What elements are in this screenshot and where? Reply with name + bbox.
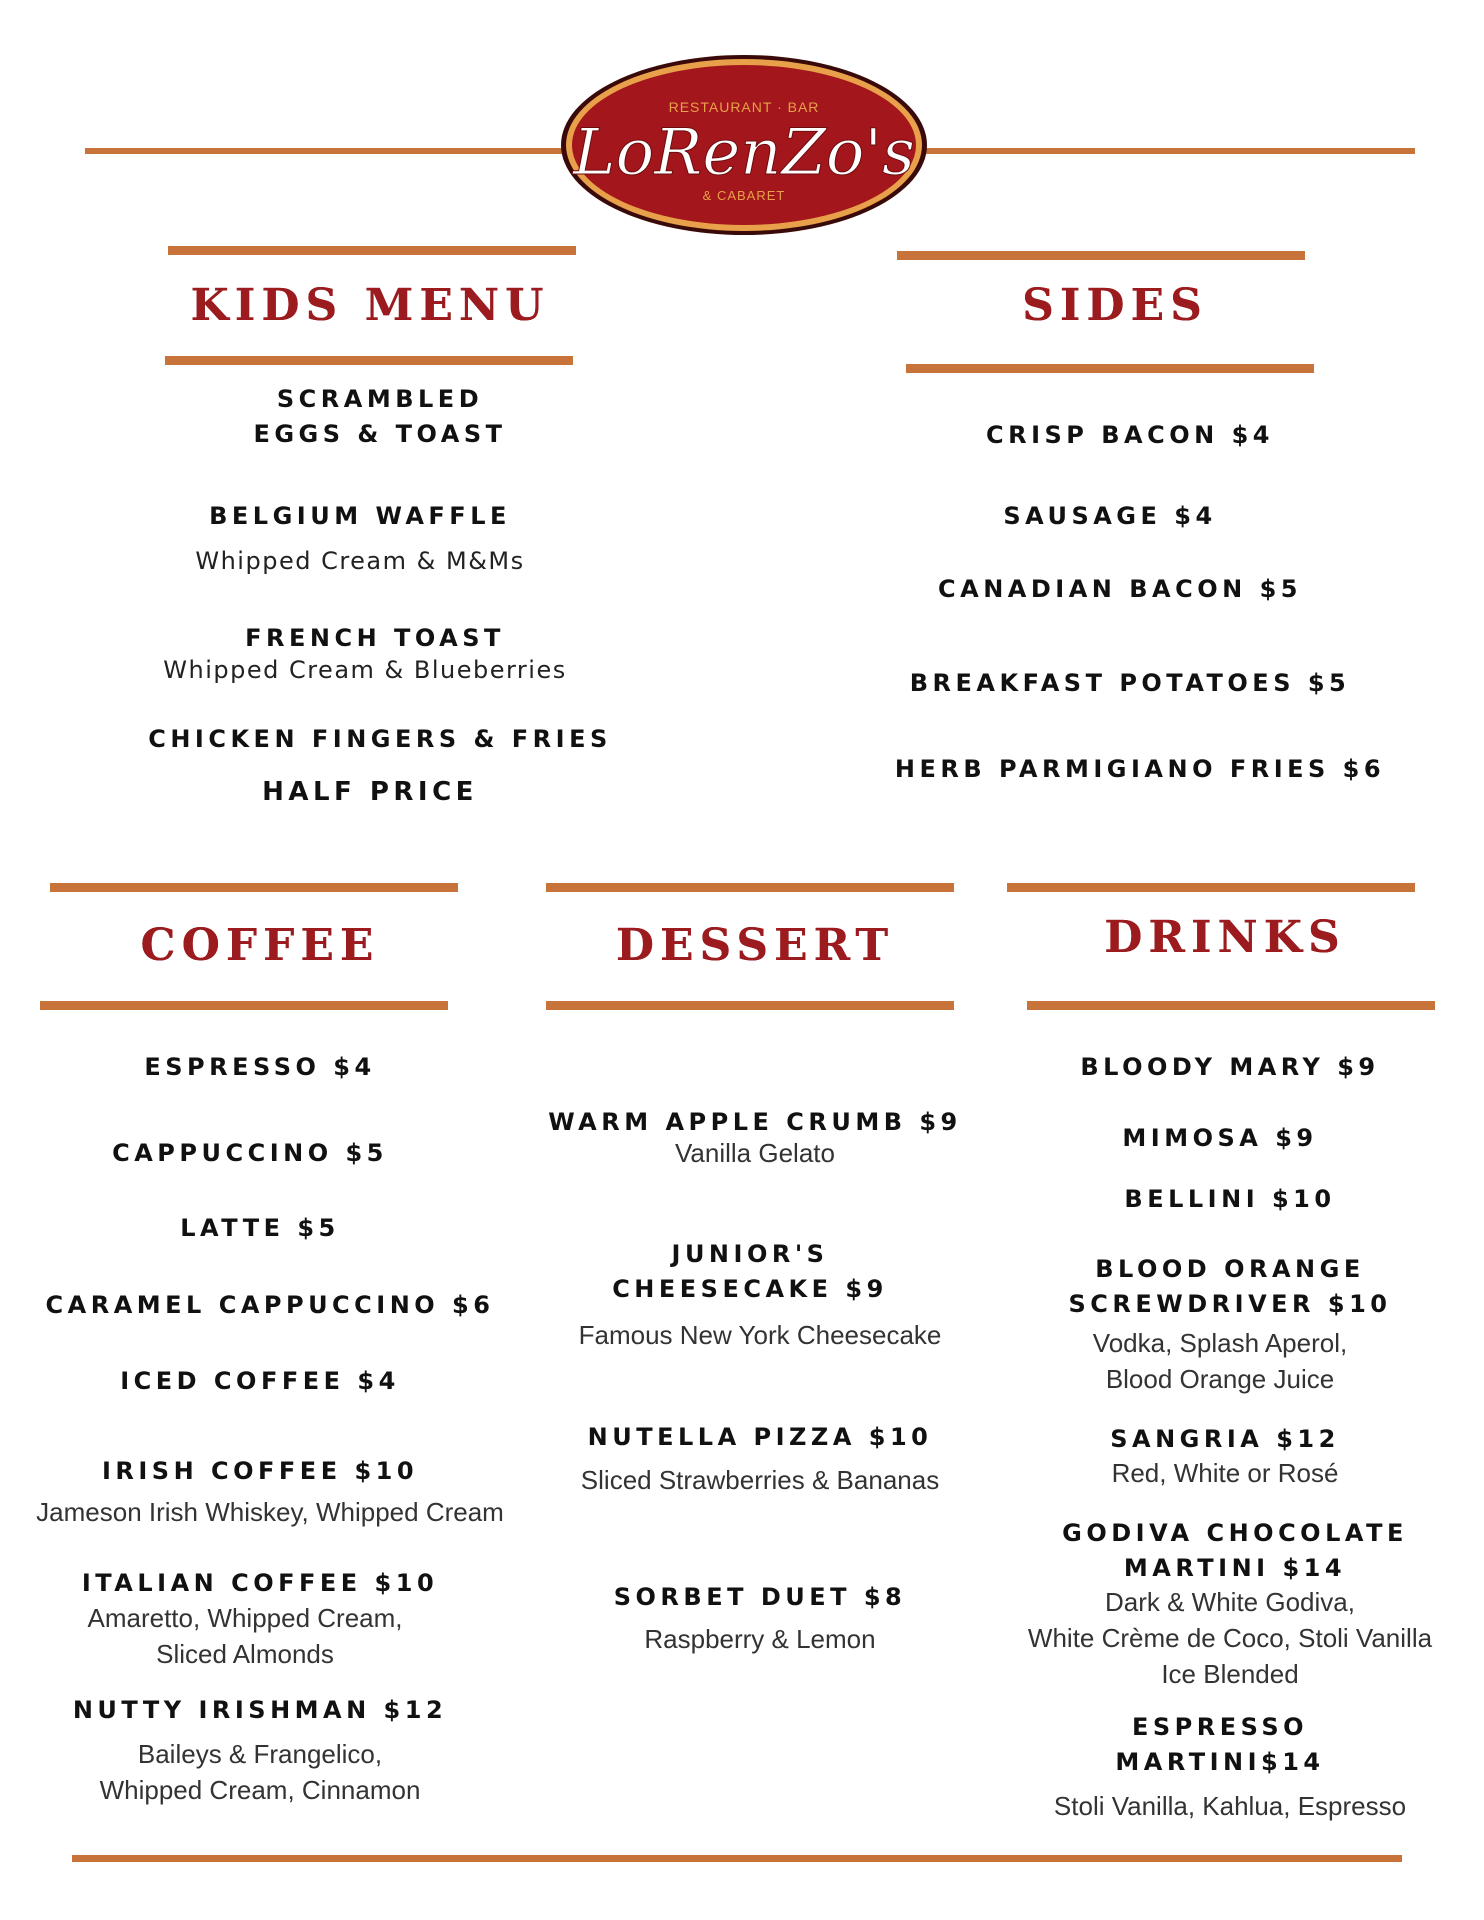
kids-rule-top xyxy=(168,246,576,255)
coffee-item-desc: Baileys & Frangelico, Whipped Cream, Cinnamon xyxy=(99,1739,421,1805)
drinks-item: BLOOD ORANGE SCREWDRIVER $10 xyxy=(1068,1255,1392,1318)
sides-item: BREAKFAST POTATOES $5 xyxy=(909,669,1351,697)
sides-rule-top xyxy=(897,251,1305,260)
dessert-heading: DESSERT xyxy=(615,920,895,971)
drinks-item-desc: Red, White or Rosé xyxy=(1111,1458,1339,1488)
drinks-item-desc: Dark & White Godiva, White Crème de Coco, Stoli Vanilla Ice Blended xyxy=(1027,1587,1433,1689)
kids-item-chicken: CHICKEN FINGERS & FRIES xyxy=(148,725,612,753)
coffee-item: CARAMEL CAPPUCCINO $6 xyxy=(45,1291,495,1319)
sides-rule-bottom xyxy=(906,364,1314,373)
coffee-item: ESPRESSO $4 xyxy=(144,1053,376,1081)
dessert-item-desc: Raspberry & Lemon xyxy=(644,1624,876,1654)
drinks-item: BELLINI $10 xyxy=(1124,1185,1336,1213)
kids-item-waffle: BELGIUM WAFFLE xyxy=(209,502,511,530)
kids-item-waffle-desc: Whipped Cream & M&Ms xyxy=(195,547,525,575)
sides-item: CANADIAN BACON $5 xyxy=(938,575,1302,603)
header-rule-right xyxy=(920,148,1415,154)
sides-item: CRISP BACON $4 xyxy=(986,421,1274,449)
coffee-item: NUTTY IRISHMAN $12 xyxy=(72,1696,448,1724)
coffee-item: ICED COFFEE $4 xyxy=(120,1367,400,1395)
footer-rule xyxy=(72,1855,1402,1862)
coffee-heading: COFFEE xyxy=(140,920,380,971)
drinks-item-desc: Stoli Vanilla, Kahlua, Espresso xyxy=(1053,1791,1407,1821)
kids-item-french-toast: FRENCH TOAST xyxy=(245,624,505,652)
coffee-item-desc: Jameson Irish Whiskey, Whipped Cream xyxy=(36,1497,504,1527)
drinks-item: MIMOSA $9 xyxy=(1122,1124,1318,1152)
dessert-item-desc: Sliced Strawberries & Bananas xyxy=(580,1465,940,1495)
dessert-rule-bottom xyxy=(546,1001,954,1010)
dessert-item: JUNIOR'S CHEESECAKE $9 xyxy=(612,1240,888,1303)
coffee-item-desc: Amaretto, Whipped Cream, Sliced Almonds xyxy=(87,1603,403,1669)
coffee-item: LATTE $5 xyxy=(180,1214,340,1242)
sides-item: HERB PARMIGIANO FRIES $6 xyxy=(894,755,1386,783)
dessert-item: WARM APPLE CRUMB $9 xyxy=(548,1108,962,1136)
dessert-rule-top xyxy=(546,883,954,892)
kids-item-scrambled: SCRAMBLED EGGS & TOAST xyxy=(253,385,507,448)
drinks-item: BLOODY MARY $9 xyxy=(1080,1053,1380,1081)
sides-heading: SIDES xyxy=(1022,280,1208,331)
drinks-item-desc: Vodka, Splash Aperol, Blood Orange Juice xyxy=(1092,1328,1348,1394)
coffee-item: CAPPUCCINO $5 xyxy=(112,1139,388,1167)
logo-tagline-top: RESTAURANT · BAR xyxy=(668,99,820,115)
drinks-rule-bottom xyxy=(1027,1001,1435,1010)
kids-menu-heading: KIDS MENU xyxy=(190,280,550,331)
logo-tagline-bottom: & CABARET xyxy=(702,188,786,203)
drinks-item: GODIVA CHOCOLATE MARTINI $14 xyxy=(1062,1519,1408,1582)
sides-item: SAUSAGE $4 xyxy=(1003,502,1217,530)
coffee-item: IRISH COFFEE $10 xyxy=(101,1457,419,1485)
dessert-item: SORBET DUET $8 xyxy=(613,1583,907,1611)
drinks-heading: DRINKS xyxy=(1104,912,1346,963)
lorenzos-logo xyxy=(558,52,930,238)
logo-wordmark: LoRenZo's xyxy=(573,116,915,190)
drinks-item: SANGRIA $12 xyxy=(1110,1425,1340,1453)
drinks-item: ESPRESSO MARTINI$14 xyxy=(1115,1713,1325,1776)
kids-rule-bottom xyxy=(165,356,573,365)
header-rule-left xyxy=(85,148,565,154)
dessert-item-desc: Famous New York Cheesecake xyxy=(578,1320,942,1350)
dessert-item-desc: Vanilla Gelato xyxy=(675,1138,835,1168)
coffee-item: ITALIAN COFFEE $10 xyxy=(81,1569,439,1597)
kids-half-price: HALF PRICE xyxy=(262,777,478,807)
dessert-item: NUTELLA PIZZA $10 xyxy=(587,1423,933,1451)
kids-item-french-toast-desc: Whipped Cream & Blueberries xyxy=(163,656,567,684)
coffee-rule-bottom xyxy=(40,1001,448,1010)
drinks-rule-top xyxy=(1007,883,1415,892)
coffee-rule-top xyxy=(50,883,458,892)
